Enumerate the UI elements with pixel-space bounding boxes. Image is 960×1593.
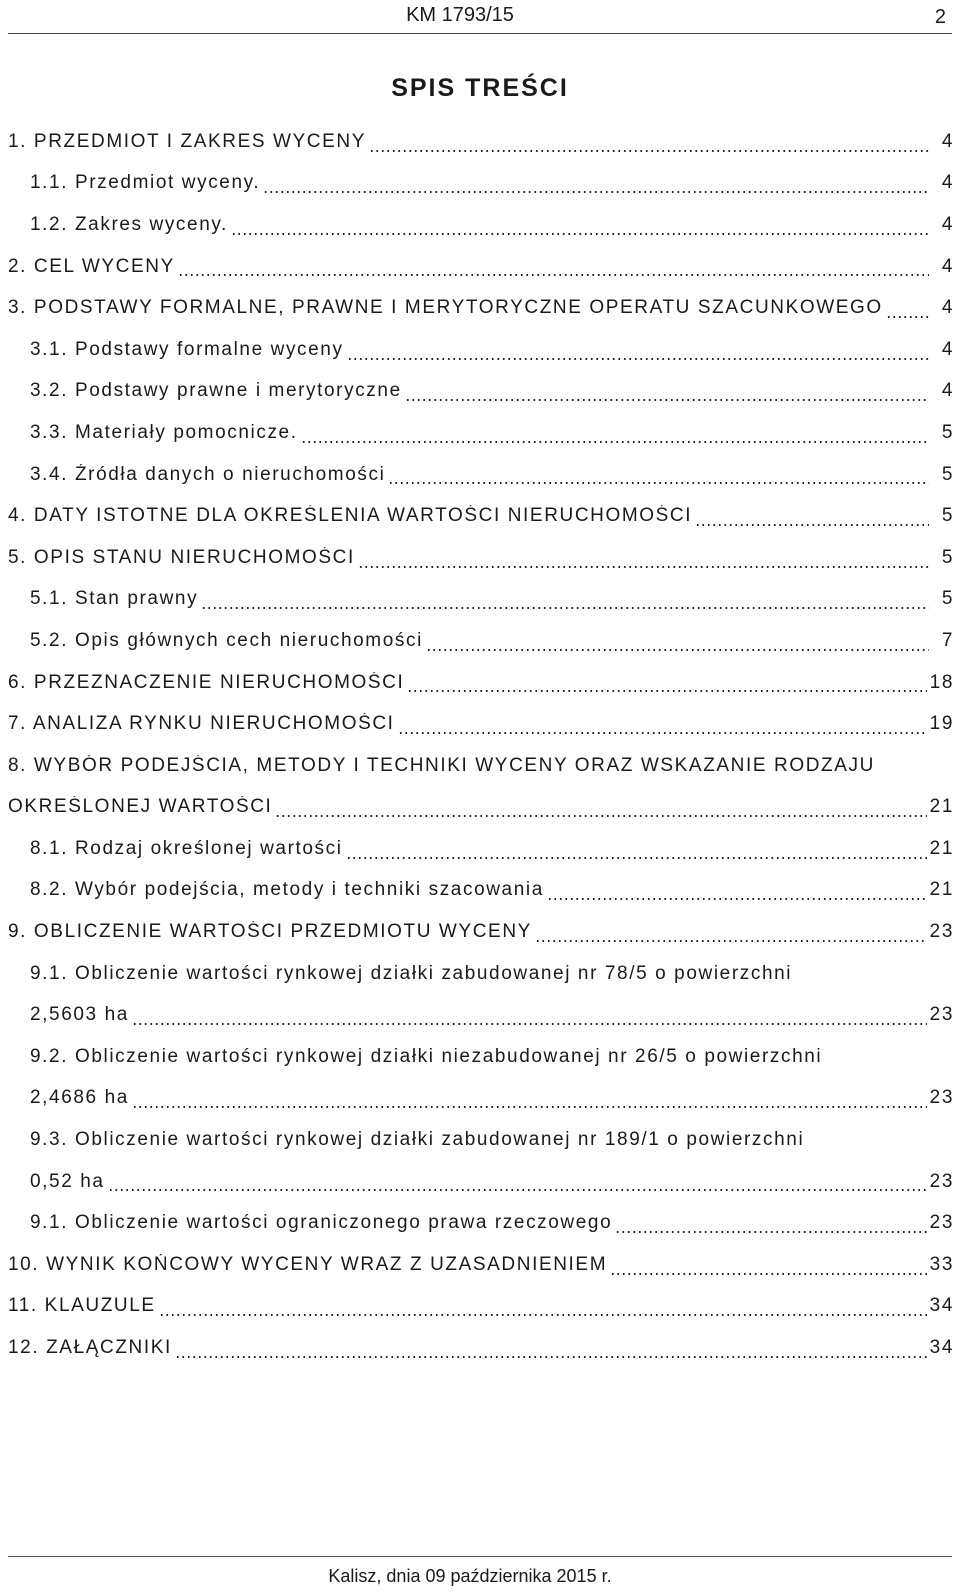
toc-entry[interactable]: [8, 703, 954, 745]
toc-entry-page: 4: [941, 130, 954, 152]
toc-dot-leader: [398, 732, 927, 734]
toc-entry[interactable]: [8, 412, 954, 454]
toc-dot-leader: [347, 358, 929, 360]
toc-entry-title: 8.1. Rodzaj określonej wartości: [30, 837, 343, 859]
toc-entry-title: 6. PRZEZNACZENIE NIERUCHOMOŚCI: [8, 671, 405, 693]
header-divider: [8, 33, 952, 34]
toc-entry-page: 5: [941, 505, 954, 527]
toc-entry-title: 9.1. Obliczenie wartości rynkowej działki zabudowanej nr 78/5 o powierzchni: [30, 962, 793, 984]
toc-dot-leader: [231, 233, 929, 235]
toc-dot-leader: [159, 1314, 927, 1316]
toc-entry-page: 5: [941, 463, 954, 485]
toc-entry[interactable]: [8, 287, 954, 329]
toc-entry[interactable]: [8, 495, 954, 537]
toc-entry-title: 2,4686 ha: [30, 1087, 129, 1109]
toc-entry[interactable]: [8, 329, 954, 371]
toc-entry-title: 9.1. Obliczenie wartości ograniczonego prawa rzeczowego: [30, 1212, 613, 1234]
page-header: [0, 0, 960, 36]
toc-entry-page: 4: [941, 297, 954, 319]
toc-entry[interactable]: [8, 1078, 954, 1120]
toc-dot-leader: [405, 399, 929, 401]
toc-entry-page: 5: [941, 588, 954, 610]
toc-entry-page: 23: [929, 1004, 954, 1026]
toc-entry-page: 21: [929, 837, 954, 859]
toc-dot-leader: [615, 1231, 926, 1233]
toc-entry[interactable]: [8, 454, 954, 496]
toc-entry-page: 7: [941, 629, 954, 651]
toc-entry[interactable]: [8, 1202, 954, 1244]
toc-entry-page: 21: [929, 879, 954, 901]
toc-entry-title: 3. PODSTAWY FORMALNE, PRAWNE I MERYTORYCZNE OPERATU SZACUNKOWEGO: [8, 297, 883, 319]
toc-entry-page: 23: [929, 921, 954, 943]
toc-entry-title: 5. OPIS STANU NIERUCHOMOŚCI: [8, 546, 355, 568]
toc-dot-leader: [426, 649, 929, 651]
toc-entry-title: 5.2. Opis głównych cech nieruchomości: [30, 629, 423, 651]
footer-divider: [8, 1556, 952, 1557]
toc-entry-page: 5: [941, 421, 954, 443]
toc-dot-leader: [263, 191, 929, 193]
toc-dot-leader: [108, 1189, 927, 1191]
toc-entry[interactable]: [8, 121, 954, 163]
toc-entry-page: 4: [941, 213, 954, 235]
toc-entry[interactable]: [8, 537, 954, 579]
toc-dot-leader: [886, 316, 929, 318]
toc-entry-page: 34: [929, 1337, 954, 1359]
toc-entry[interactable]: [8, 1244, 954, 1286]
toc-entry[interactable]: [8, 870, 954, 912]
toc-dot-leader: [547, 898, 927, 900]
toc-entry-title: 3.3. Materiały pomocnicze.: [30, 421, 298, 443]
toc-entry-page: 4: [941, 380, 954, 402]
toc-entry-title: 7. ANALIZA RYNKU NIERUCHOMOŚCI: [8, 713, 395, 735]
toc-entry-page: 23: [929, 1212, 954, 1234]
toc-entry-title: 1. PRZEDMIOT I ZAKRES WYCENY: [8, 130, 366, 152]
toc-dot-leader: [535, 940, 927, 942]
toc-entry[interactable]: [8, 994, 954, 1036]
footer-place-date: Kalisz, dnia 09 października 2015 r.: [328, 1566, 612, 1586]
toc-entry[interactable]: [8, 204, 954, 246]
toc-entry[interactable]: [8, 1327, 954, 1369]
toc-entry[interactable]: [8, 953, 954, 995]
toc-entry-title: 8.2. Wybór podejścia, metody i techniki szacowania: [30, 879, 544, 901]
toc-entry-title: 1.2. Zakres wyceny.: [30, 213, 228, 235]
toc-entry-page: 5: [941, 546, 954, 568]
toc-entry-title: OKREŚLONEJ WARTOŚCI: [8, 796, 273, 818]
toc-dot-leader: [695, 524, 929, 526]
toc-dot-leader: [178, 274, 929, 276]
toc-entry-title: 0,52 ha: [30, 1170, 105, 1192]
toc-dot-leader: [201, 607, 929, 609]
toc-entry-title: 1.1. Przedmiot wyceny.: [30, 172, 261, 194]
toc-entry[interactable]: [8, 1286, 954, 1328]
toc-entry-page: 4: [941, 255, 954, 277]
toc-entry-title: 3.1. Podstawy formalne wyceny: [30, 338, 344, 360]
toc-entry-page: 33: [929, 1253, 954, 1275]
toc-entry-page: 21: [929, 796, 954, 818]
toc-dot-leader: [610, 1273, 927, 1275]
toc-entry-title: 5.1. Stan prawny: [30, 588, 199, 610]
toc-entry[interactable]: [8, 745, 954, 787]
toc-entry-title: 11. KLAUZULE: [8, 1295, 156, 1317]
toc-entry-page: 4: [941, 338, 954, 360]
toc-entry[interactable]: [8, 246, 954, 288]
toc-dot-leader: [358, 566, 929, 568]
toc-entry-title: 12. ZAŁĄCZNIKI: [8, 1337, 172, 1359]
toc-entry-title: 3.4. Źródła danych o nieruchomości: [30, 463, 386, 485]
toc-entry-title: 9.2. Obliczenie wartości rynkowej działki niezabudowanej nr 26/5 o powierzchni: [30, 1045, 823, 1067]
document-code: KM 1793/15: [406, 4, 514, 26]
toc-entry-page: 23: [929, 1170, 954, 1192]
toc-entry-title: 9.3. Obliczenie wartości rynkowej działki zabudowanej nr 189/1 o powierzchni: [30, 1129, 805, 1151]
toc-entry[interactable]: [8, 1161, 954, 1203]
toc-entry[interactable]: [8, 911, 954, 953]
table-of-contents: [8, 121, 954, 1369]
toc-entry-page: 18: [929, 671, 954, 693]
toc-entry[interactable]: [8, 163, 954, 205]
toc-entry-title: 2. CEL WYCENY: [8, 255, 175, 277]
toc-dot-leader: [301, 441, 929, 443]
toc-entry-page: 23: [929, 1087, 954, 1109]
toc-dot-leader: [369, 150, 929, 152]
toc-dot-leader: [175, 1356, 927, 1358]
toc-dot-leader: [132, 1023, 927, 1025]
toc-dot-leader: [346, 857, 927, 859]
toc-title: SPIS TREŚCI: [391, 74, 569, 102]
toc-entry-title: 3.2. Podstawy prawne i merytoryczne: [30, 380, 402, 402]
toc-entry[interactable]: [8, 828, 954, 870]
toc-entry-page: 19: [929, 713, 954, 735]
toc-entry-page: 4: [941, 172, 954, 194]
toc-entry-title: 8. WYBÓR PODEJŚCIA, METODY I TECHNIKI WYCENY ORAZ WSKAZANIE RODZAJU: [8, 754, 875, 776]
toc-entry[interactable]: [8, 371, 954, 413]
toc-dot-leader: [388, 482, 929, 484]
toc-entry[interactable]: [8, 1036, 954, 1078]
toc-entry[interactable]: [8, 1119, 954, 1161]
toc-entry-title: 4. DATY ISTOTNE DLA OKREŚLENIA WARTOŚCI NIERUCHOMOŚCI: [8, 505, 693, 527]
toc-entry-page: 34: [929, 1295, 954, 1317]
toc-entry-title: 2,5603 ha: [30, 1004, 129, 1026]
toc-dot-leader: [407, 690, 926, 692]
toc-entry-title: 10. WYNIK KOŃCOWY WYCENY WRAZ Z UZASADNIENIEM: [8, 1253, 608, 1275]
toc-entry[interactable]: [8, 787, 954, 829]
toc-dot-leader: [275, 815, 926, 817]
page-number: 2: [934, 6, 946, 28]
toc-entry[interactable]: [8, 662, 954, 704]
toc-entry-title: 9. OBLICZENIE WARTOŚCI PRZEDMIOTU WYCENY: [8, 921, 532, 943]
toc-dot-leader: [132, 1106, 927, 1108]
toc-entry[interactable]: [8, 579, 954, 621]
toc-entry[interactable]: [8, 620, 954, 662]
